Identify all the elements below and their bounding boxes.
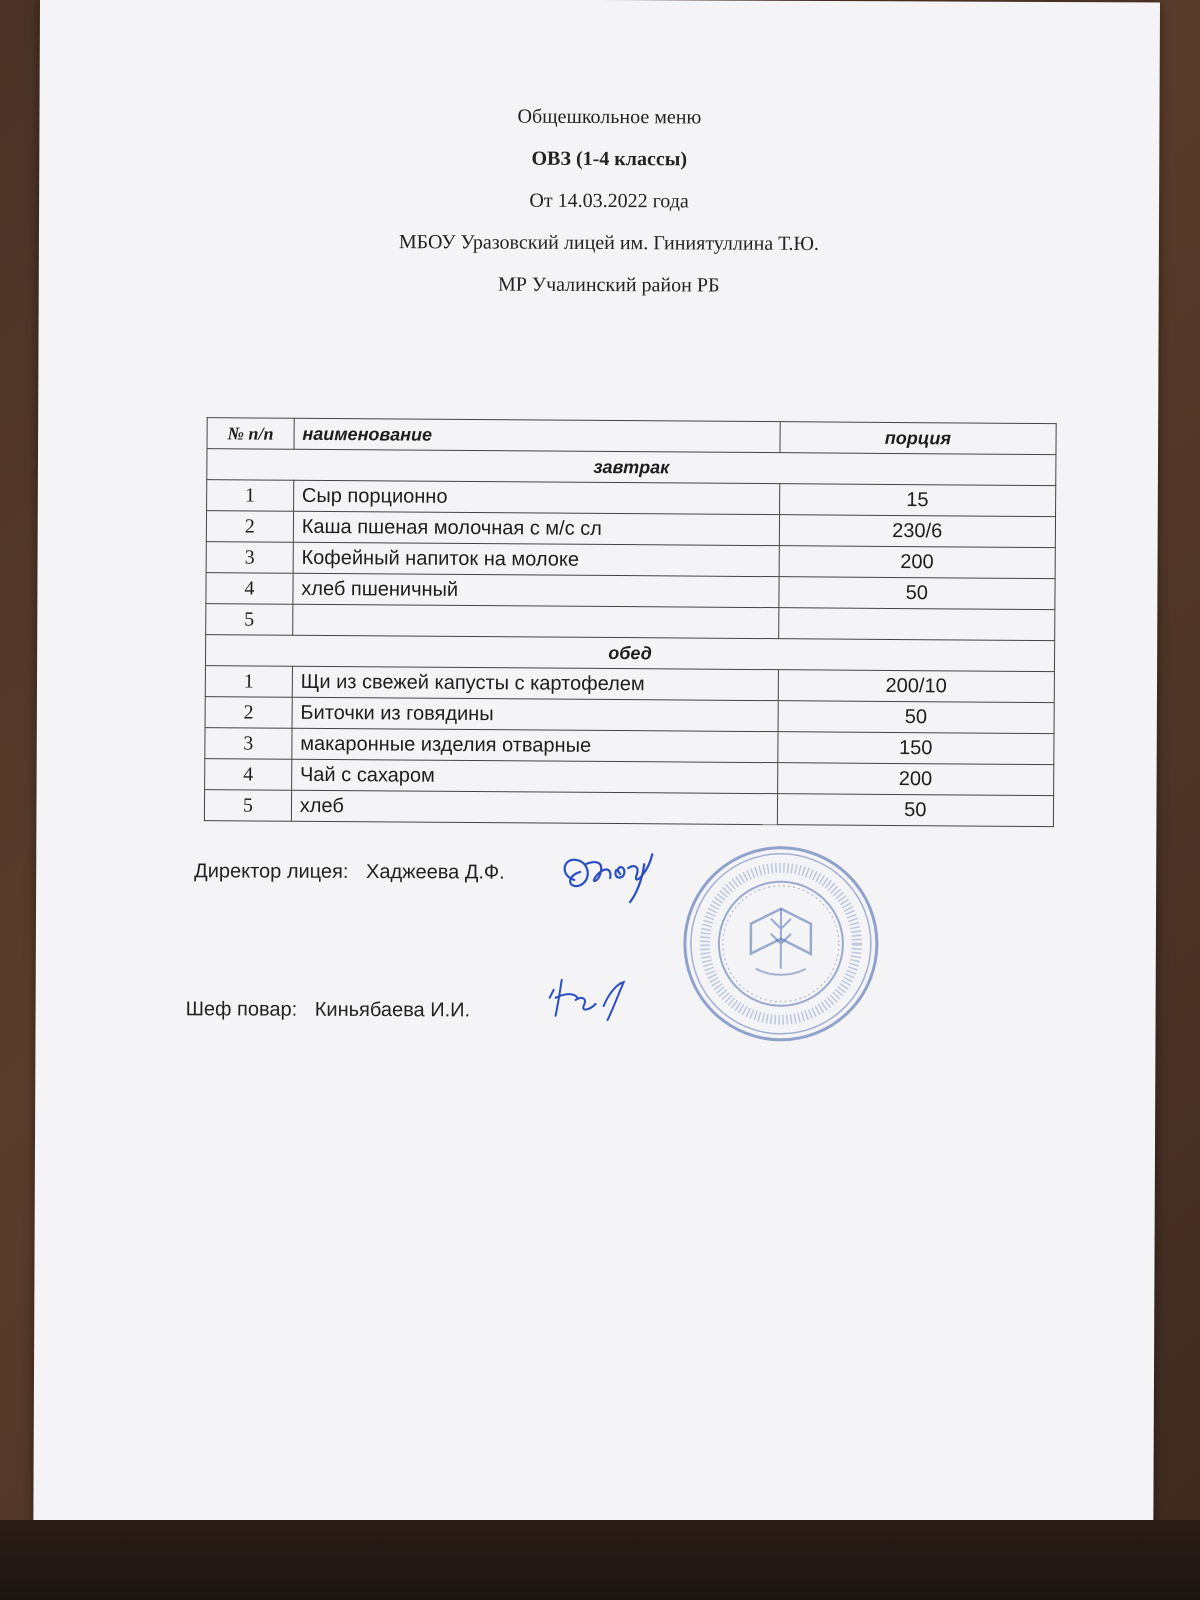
row-name: Биточки из говядины <box>292 697 778 731</box>
row-num: 5 <box>206 604 293 636</box>
row-num: 3 <box>206 542 293 574</box>
row-portion: 230/6 <box>779 515 1056 548</box>
menu-table <box>204 417 1057 827</box>
row-portion: 200 <box>779 546 1056 579</box>
director-signature-icon <box>556 846 666 906</box>
row-name: Сыр порционно <box>293 480 779 514</box>
col-header-name: наименование <box>294 418 780 452</box>
col-header-portion: порция <box>780 422 1057 455</box>
background-surface <box>0 1520 1200 1600</box>
row-portion: 200/10 <box>778 670 1055 703</box>
official-stamp-icon <box>675 838 886 1049</box>
row-num: 5 <box>204 790 291 822</box>
row-name: хлеб пшеничный <box>293 573 779 607</box>
col-header-num: № п/п <box>207 418 294 450</box>
row-num: 3 <box>205 728 292 760</box>
row-name: Чай с сахаром <box>291 759 777 793</box>
row-portion: 150 <box>777 732 1054 765</box>
header-district: МР Учалинский район РБ <box>497 273 720 297</box>
row-portion: 50 <box>777 794 1054 827</box>
header-school: МБОУ Уразовский лицей им. Гиниятуллина Т.Ю. <box>398 231 820 255</box>
document-header <box>39 94 1180 309</box>
row-name: хлеб <box>291 790 777 824</box>
chef-name: Киньябаева И.И. <box>314 998 471 1022</box>
chef-label: Шеф повар: <box>185 998 298 1021</box>
row-portion: 200 <box>777 763 1054 796</box>
header-group: ОВЗ (1-4 классы) <box>531 147 688 171</box>
menu-document <box>33 0 1160 1532</box>
row-portion: 50 <box>778 701 1055 734</box>
table-row <box>204 790 1053 827</box>
director-signature-line <box>194 860 505 884</box>
row-name: Кофейный напиток на молоке <box>293 542 779 576</box>
row-portion <box>778 608 1055 641</box>
row-num: 1 <box>207 480 294 512</box>
row-name: Каша пшеная молочная с м/с сл <box>293 511 779 545</box>
row-num: 2 <box>205 697 292 729</box>
row-num: 4 <box>206 573 293 605</box>
section-label: завтрак <box>207 449 1056 486</box>
row-portion: 15 <box>779 484 1056 517</box>
header-date: От 14.03.2022 года <box>529 189 689 213</box>
row-name <box>292 604 778 638</box>
row-num: 2 <box>206 511 293 543</box>
row-portion: 50 <box>779 577 1056 610</box>
chef-signature-line <box>186 998 471 1022</box>
row-name: макаронные изделия отварные <box>292 728 778 762</box>
section-label: обед <box>205 635 1054 672</box>
chef-signature-icon <box>546 976 656 1026</box>
row-num: 4 <box>205 759 292 791</box>
row-num: 1 <box>205 666 292 698</box>
header-title: Общешкольное меню <box>517 105 702 129</box>
director-name: Хаджеева Д.Ф. <box>365 860 505 884</box>
row-name: Щи из свежей капусты с картофелем <box>292 666 778 700</box>
director-label: Директор лицея: <box>194 860 349 883</box>
